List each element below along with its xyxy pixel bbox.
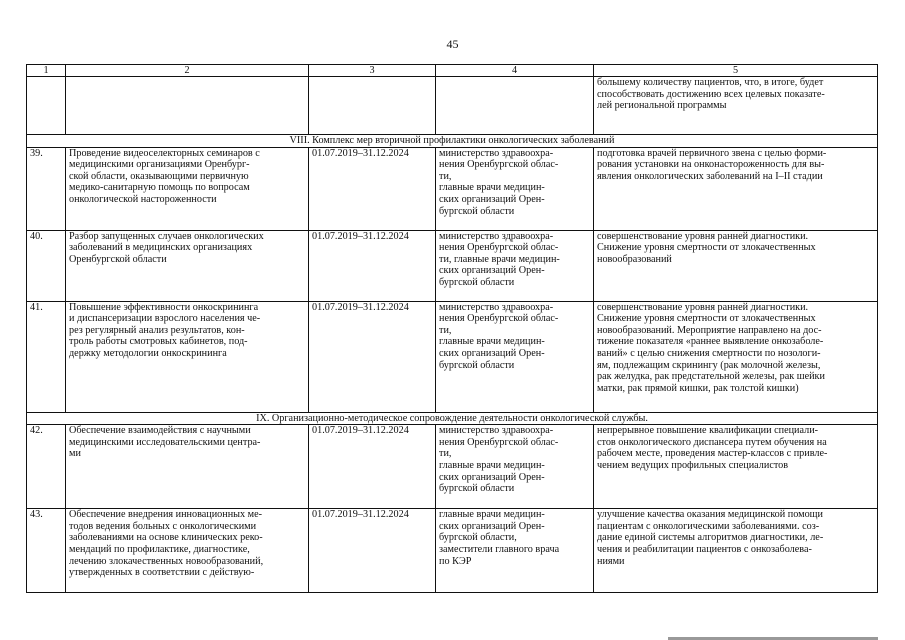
continuation-action xyxy=(66,77,309,135)
row-number: 43. xyxy=(27,509,66,593)
continuation-result: большему количеству пациентов, что, в итоге, будет способствовать достижению всех целевых показате- лей региональной программы xyxy=(594,77,878,135)
column-header-4: 4 xyxy=(436,65,594,77)
row-period: 01.07.2019–31.12.2024 xyxy=(309,425,436,509)
row-number: 42. xyxy=(27,425,66,509)
row-number: 39. xyxy=(27,147,66,230)
measures-table xyxy=(26,64,878,593)
row-number: 41. xyxy=(27,301,66,412)
row-period: 01.07.2019–31.12.2024 xyxy=(309,147,436,230)
table-row xyxy=(27,425,878,509)
row-responsible: главные врачи медицин- ских организаций Орен- бургской области, заместители главного врача по КЭР xyxy=(436,509,594,593)
section-title: VIII. Комплекс мер вторичной профилактики онкологических заболеваний xyxy=(27,135,878,148)
row-action: Проведение видеоселекторных семинаров с медицинскими организациями Оренбург- ской области, оказывающими первичную медико-санитарную помощь по вопросам онкологической настороженности xyxy=(66,147,309,230)
row-result: улучшение качества оказания медицинской помощи пациентам с онкологическими заболеваниями. соз- дание единой системы алгоритмов диагностики, ле- чения и реабилитации пациентов с онкозаболева- ниями xyxy=(594,509,878,593)
row-action: Повышение эффективности онкоскрининга и диспансеризации взрослого населения че- рез регулярный анализ результатов, кон- троль работы смотровых кабинетов, под- держку методологии онкоскрининга xyxy=(66,301,309,412)
table-row xyxy=(27,230,878,301)
row-action: Обеспечение внедрения инновационных ме- тодов ведения больных с онкологическими заболеваниями на основе клинических реко- мендаций по профилактике, диагностике, лечению злокачественных новообразований, утвержденных в соответствии с действую- xyxy=(66,509,309,593)
table-row xyxy=(27,509,878,593)
column-header-2: 2 xyxy=(66,65,309,77)
row-action: Обеспечение взаимодействия с научными медицинскими исследовательскими центра- ми xyxy=(66,425,309,509)
page-number: 45 xyxy=(446,37,459,51)
row-period: 01.07.2019–31.12.2024 xyxy=(309,230,436,301)
table-row xyxy=(27,301,878,412)
row-result: подготовка врачей первичного звена с целью форми- рования установки на онконастороженность для вы- явления онкологических заболеваний на I–II стадии xyxy=(594,147,878,230)
row-result: непрерывное повышение квалификации специали- стов онкологического диспансера путем обучения на рабочем месте, проведения мастер-классов с привле- чением ведущих профильных специалистов xyxy=(594,425,878,509)
section-header-row xyxy=(27,135,878,148)
header-row xyxy=(27,65,878,77)
row-responsible: министерство здравоохра- нения Оренбургской облас- ти, главные врачи медицин- ских организаций Орен- бургской области xyxy=(436,147,594,230)
column-header-5: 5 xyxy=(594,65,878,77)
row-number: 40. xyxy=(27,230,66,301)
row-responsible: министерство здравоохра- нения Оренбургской облас- ти, главные врачи медицин- ских организаций Орен- бургской области xyxy=(436,425,594,509)
continuation-responsible xyxy=(436,77,594,135)
row-period: 01.07.2019–31.12.2024 xyxy=(309,301,436,412)
continuation-num xyxy=(27,77,66,135)
continuation-period xyxy=(309,77,436,135)
row-result: совершенствование уровня ранней диагностики. Снижение уровня смертности от злокачественных новообразований. Мероприятие направлено на дос- тижение показателя «раннее выявление онкозаболе- ваний» с целью снижения смертности по нозологи- ям, подлежащим скринингу (рак молочной железы, рак желудка, рак предстательной железы, рак шейки матки, рак прямой кишки, рак толстой кишки) xyxy=(594,301,878,412)
row-responsible: министерство здравоохра- нения Оренбургской облас- ти, главные врачи медицин- ских организаций Орен- бургской области xyxy=(436,230,594,301)
section-title: IX. Организационно-методическое сопровождение деятельности онкологической службы. xyxy=(27,412,878,425)
column-header-1: 1 xyxy=(27,65,66,77)
row-result: совершенствование уровня ранней диагностики. Снижение уровня смертности от злокачественных новообразований xyxy=(594,230,878,301)
continuation-row xyxy=(27,77,878,135)
row-action: Разбор запущенных случаев онкологических заболеваний в медицинских организациях Оренбургской области xyxy=(66,230,309,301)
row-responsible: министерство здравоохра- нения Оренбургской облас- ти, главные врачи медицин- ских организаций Орен- бургской области xyxy=(436,301,594,412)
column-header-3: 3 xyxy=(309,65,436,77)
table-row xyxy=(27,147,878,230)
section-header-row xyxy=(27,412,878,425)
row-period: 01.07.2019–31.12.2024 xyxy=(309,509,436,593)
